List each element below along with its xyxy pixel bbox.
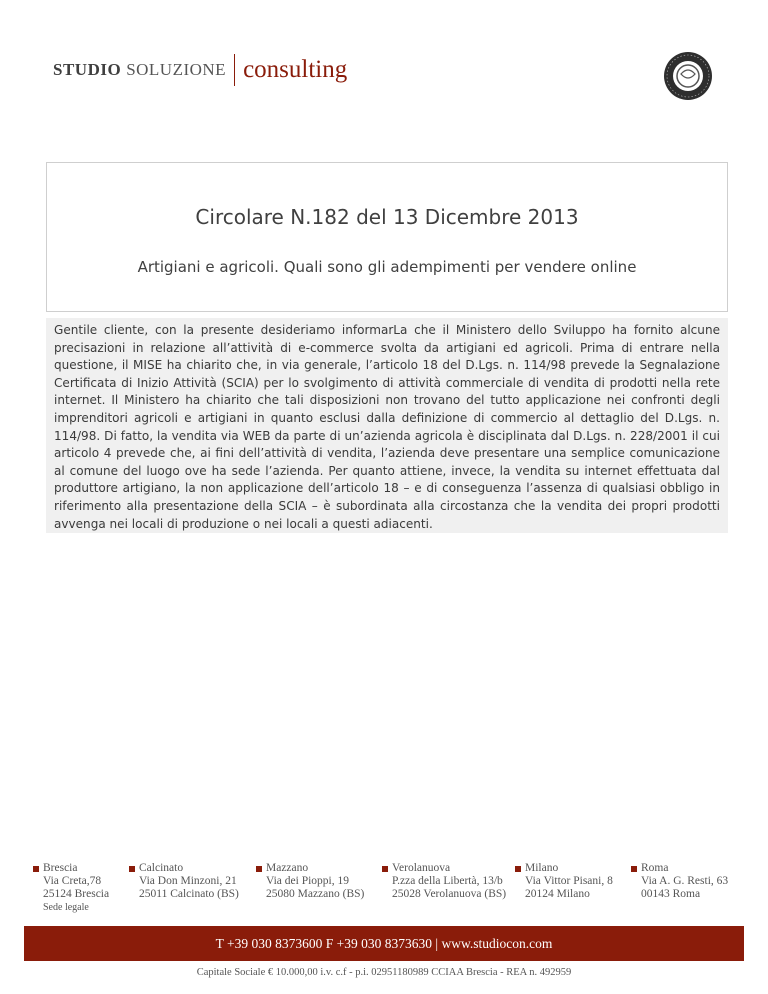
footer-contacts-bar	[24, 926, 744, 961]
office-brescia	[33, 862, 109, 914]
office-street: Via Don Minzoni, 21	[139, 875, 237, 887]
document-title: Circolare N.182 del 13 Dicembre 2013	[195, 205, 579, 229]
bullet-square-icon	[256, 866, 262, 872]
office-street: Via dei Pioppi, 19	[266, 875, 349, 887]
office-verolanuova	[382, 862, 506, 901]
office-street: Via Vittor Pisani, 8	[525, 875, 613, 887]
bullet-square-icon	[33, 866, 39, 872]
office-city: Brescia	[43, 862, 78, 874]
office-mazzano	[256, 862, 364, 901]
certification-seal-icon	[662, 50, 714, 102]
office-note: Sede legale	[43, 902, 89, 913]
office-zip: 20124 Milano	[525, 888, 590, 900]
office-zip: 25028 Verolanuova (BS)	[392, 888, 507, 900]
bullet-square-icon	[515, 866, 521, 872]
body-text: Gentile cliente, con la presente desideriamo informarLa che il Ministero dello Sviluppo ha fornito alcune precisazioni in relazione all’attività di e-commerce svolta da artigiani ed agricoli. Prima di entrare nella questione, il MISE ha chiarito che, in via generale, l’articolo 18 del D.Lgs. n. 114/98 prevede la Segnalazione Certificata di Inizio Attività (SCIA) per lo svolgimento di attività commerciale di vendita di prodotti nella rete internet. Il Ministero ha chiarito che tali disposizioni non trovano del tutto applicazione nei confronti degli imprenditori agricoli e artigiani in quanto esclusi dalla definizione di commercio al dettaglio del D.Lgs. n. 114/98. Di fatto, la vendita via WEB da parte di un’azienda agricola è disciplinata dal D.Lgs. n. 228/2001 il cui articolo 4 prevede che, ai fini dell’attività di vendita, l’azienda deve presentare una semplice comunicazione al comune del luogo ove ha sede l’azienda. Per quanto attiene, invece, la vendita su internet effettuata dal produttore artigiano, la non applicazione dell’articolo 18 – e di conseguenza l’assenza di qualsiasi obbligo in riferimento alla presentazione della SCIA – è subordinata alla circostanza che la vendita dei propri prodotti avvenga nei locali di produzione o nei locali a questi adiacenti.	[54, 323, 720, 531]
office-zip: 25080 Mazzano (BS)	[266, 888, 365, 900]
office-city: Milano	[525, 862, 559, 874]
office-street: Via A. G. Resti, 63	[641, 875, 729, 887]
office-city: Mazzano	[266, 862, 309, 874]
office-calcinato	[129, 862, 239, 901]
title-box	[46, 162, 728, 312]
footer-capital: Capitale Sociale € 10.000,00 i.v. c.f - p.i. 02951180989 CCIAA Brescia - REA n. 492959	[196, 967, 572, 978]
office-city: Roma	[641, 862, 669, 874]
bullet-square-icon	[129, 866, 135, 872]
office-zip: 25124 Brescia	[43, 888, 110, 900]
office-street: Via Creta,78	[43, 875, 102, 887]
bullet-square-icon	[631, 866, 637, 872]
office-milano	[515, 862, 613, 901]
office-zip: 00143 Roma	[641, 888, 701, 900]
footer-contacts: T +39 030 8373600 F +39 030 8373630 | www.studiocon.com	[215, 935, 553, 951]
bullet-square-icon	[382, 866, 388, 872]
company-logo	[53, 54, 347, 86]
brand-consulting: consulting	[243, 56, 348, 83]
body-panel	[46, 318, 728, 533]
office-city: Calcinato	[139, 862, 184, 874]
brand-divider	[234, 54, 235, 86]
office-street: P.zza della Libertà, 13/b	[392, 875, 503, 887]
office-list	[33, 862, 743, 920]
brand-studio: STUDIO	[53, 60, 122, 79]
office-roma	[631, 862, 728, 901]
office-city: Verolanuova	[392, 862, 451, 874]
office-zip: 25011 Calcinato (BS)	[139, 888, 239, 900]
document-subtitle: Artigiani e agricoli. Quali sono gli adempimenti per vendere online	[137, 258, 637, 276]
brand-soluzione: SOLUZIONE	[126, 60, 227, 79]
